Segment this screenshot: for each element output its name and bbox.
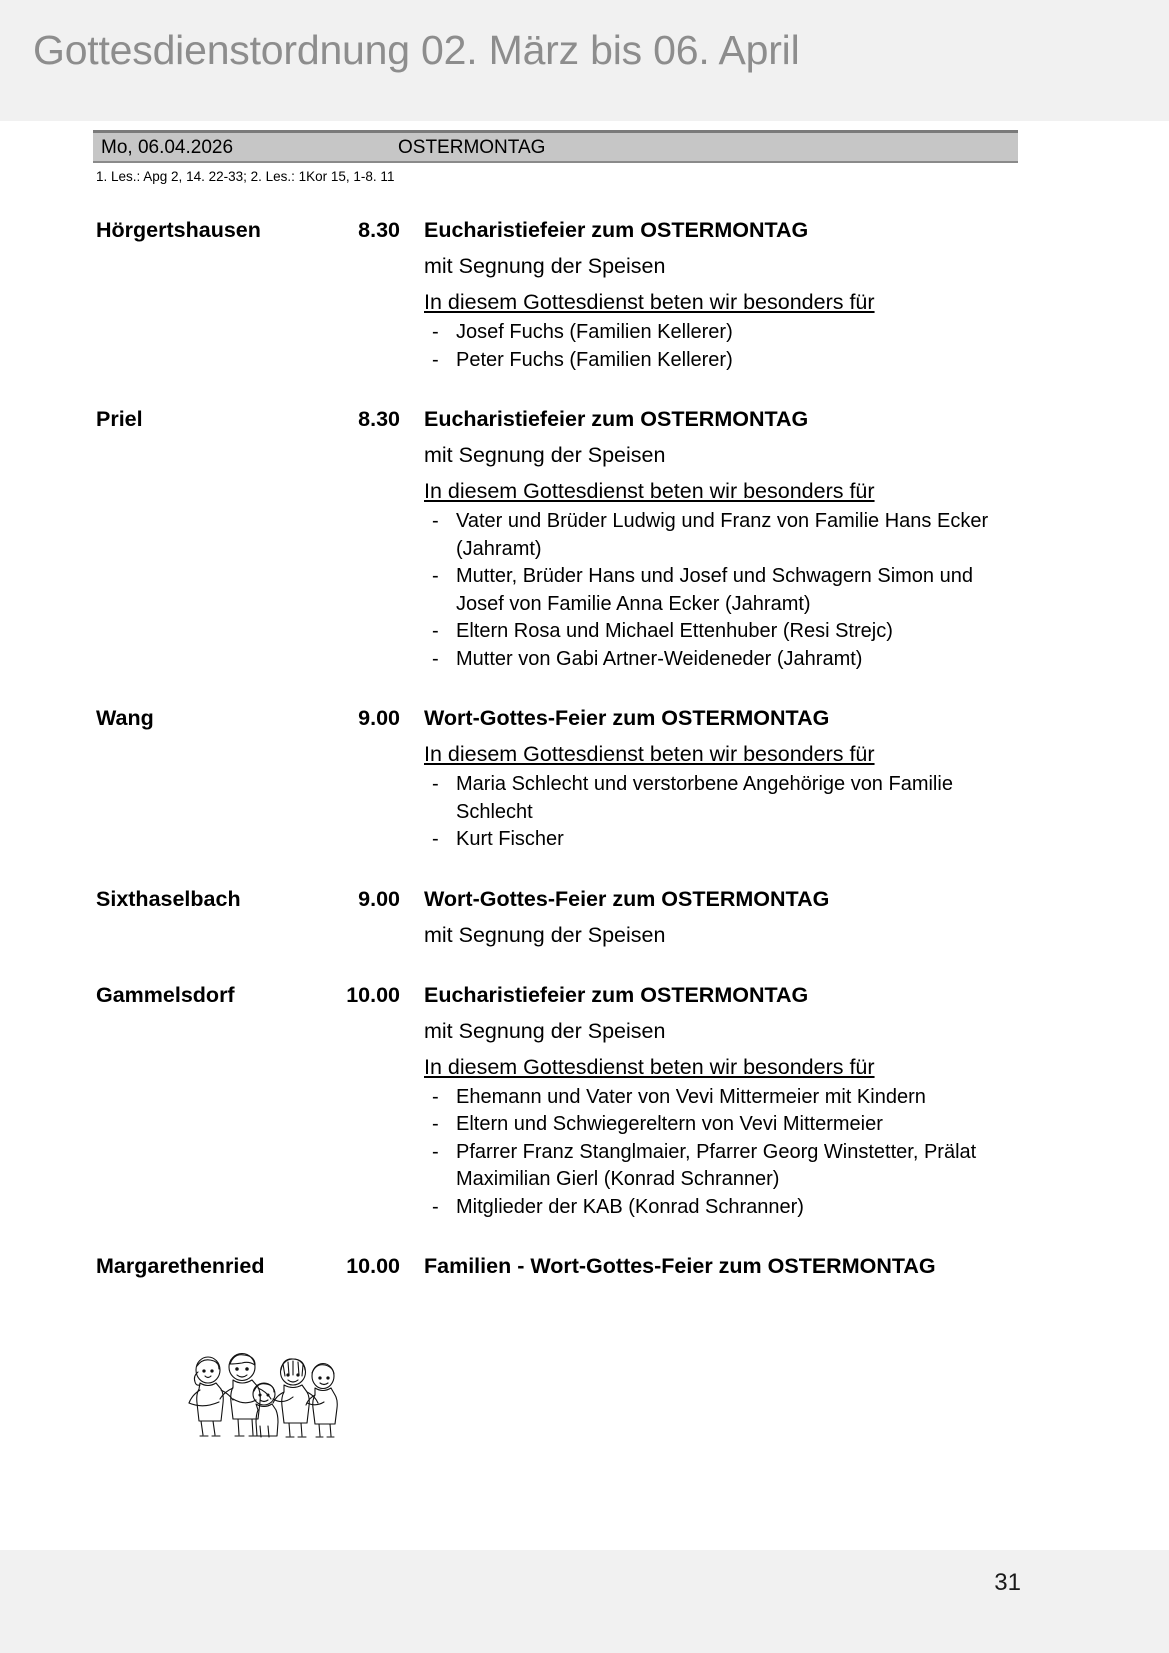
page-footer (0, 1550, 1169, 1653)
intention-text: Pfarrer Franz Stanglmaier, Pfarrer Georg Winstetter, Prälat Maximilian Gierl (Konrad Schranner) (456, 1140, 977, 1190)
intention-text: Kurt Fischer (456, 828, 564, 850)
intentions-list (424, 319, 1018, 374)
service-place: Hörgertshausen (96, 218, 261, 242)
service-place: Margarethenried (96, 1254, 265, 1278)
bullet-dash-icon: - (432, 620, 439, 642)
intentions-list (424, 771, 1018, 854)
intention-text: Josef Fuchs (Familien Kellerer) (456, 321, 733, 343)
intention-text: Eltern Rosa und Michael Ettenhuber (Resi Strejc) (456, 620, 893, 642)
children-group-clipart (180, 1350, 340, 1442)
intention-text: Mitglieder der KAB (Konrad Schranner) (456, 1195, 804, 1218)
intentions-list (424, 508, 1018, 673)
bullet-dash-icon: - (432, 1140, 439, 1163)
day-header-bar (93, 130, 1018, 163)
service-header (93, 1251, 1018, 1281)
intentions-wrap (424, 1084, 1018, 1222)
service-title: Eucharistiefeier zum OSTERMONTAG (424, 407, 809, 431)
intention-text: Mutter, Brüder Hans und Josef und Schwagern Simon und Josef von Familie Anna Ecker (Jahramt) (456, 565, 973, 615)
service-time: 10.00 (346, 1254, 400, 1278)
service-time: 8.30 (358, 218, 400, 242)
intention-item (424, 771, 1016, 826)
intention-item (424, 563, 1016, 618)
intentions-list (424, 1084, 1018, 1222)
intentions-wrap (424, 771, 1018, 854)
service-title: Wort-Gottes-Feier zum OSTERMONTAG (424, 886, 830, 911)
intention-item (424, 1139, 1016, 1194)
service-entry (93, 980, 1018, 1222)
intention-item (424, 1194, 1016, 1222)
intention-item (424, 1111, 1016, 1139)
service-header (93, 980, 1018, 1010)
bullet-dash-icon: - (432, 828, 439, 850)
bullet-dash-icon: - (432, 321, 439, 343)
service-subtitle: mit Segnung der Speisen (424, 443, 666, 467)
intentions-heading: In diesem Gottesdienst beten wir besonders für (424, 742, 875, 766)
service-title: Eucharistiefeier zum OSTERMONTAG (424, 218, 809, 242)
bullet-dash-icon: - (432, 1113, 439, 1135)
service-place: Gammelsdorf (96, 982, 235, 1007)
service-list (93, 215, 1018, 1281)
service-header (93, 404, 1018, 434)
service-header (93, 703, 1018, 733)
service-place: Priel (96, 407, 143, 431)
intention-item (424, 1084, 1016, 1112)
service-entry (93, 215, 1018, 374)
page-header (0, 0, 1169, 121)
intentions-heading: In diesem Gottesdienst beten wir besonders für (424, 479, 875, 503)
intentions-wrap (424, 508, 1018, 673)
intention-text: Vater und Brüder Ludwig und Franz von Familie Hans Ecker (Jahramt) (456, 510, 989, 560)
intention-item (424, 646, 1016, 674)
intentions-wrap (424, 319, 1018, 374)
service-header (93, 884, 1018, 914)
service-entry (93, 884, 1018, 950)
service-entry (93, 404, 1018, 673)
service-header (93, 215, 1018, 245)
service-time: 8.30 (358, 407, 400, 431)
bullet-dash-icon: - (432, 647, 439, 670)
bullet-dash-icon: - (432, 510, 439, 532)
intentions-heading-row (93, 281, 1018, 317)
service-title: Familien - Wort-Gottes-Feier zum OSTERMONTAG (424, 1254, 936, 1278)
service-title: Eucharistiefeier zum OSTERMONTAG (424, 982, 809, 1007)
service-subtitle: mit Segnung der Speisen (424, 1018, 666, 1043)
service-title: Wort-Gottes-Feier zum OSTERMONTAG (424, 706, 830, 730)
intention-item (424, 826, 1016, 854)
intention-item (424, 319, 1016, 347)
intention-item (424, 618, 1016, 646)
service-place: Wang (96, 706, 154, 730)
bullet-dash-icon: - (432, 348, 439, 371)
intention-text: Eltern und Schwiegereltern von Vevi Mittermeier (456, 1113, 883, 1135)
service-time: 9.00 (358, 886, 400, 911)
bullet-dash-icon: - (432, 565, 439, 587)
daily-readings: 1. Les.: Apg 2, 14. 22-33; 2. Les.: 1Kor 15, 1-8. 11 (96, 169, 395, 184)
intentions-heading: In diesem Gottesdienst beten wir besonders für (424, 1054, 875, 1079)
intention-item (424, 347, 1016, 375)
intention-text: Mutter von Gabi Artner-Weideneder (Jahramt) (456, 647, 863, 670)
bullet-dash-icon: - (432, 1085, 439, 1108)
document-sheet (0, 121, 1169, 1550)
service-entry (93, 1251, 1018, 1281)
page-title: Gottesdienstordnung 02. März bis 06. April (33, 27, 800, 73)
intentions-heading: In diesem Gottesdienst beten wir besonders für (424, 290, 875, 314)
document-content (93, 130, 1018, 1281)
service-entry (93, 703, 1018, 854)
day-date: Mo, 06.04.2026 (101, 137, 234, 158)
service-time: 10.00 (346, 982, 400, 1007)
bullet-dash-icon: - (432, 773, 439, 795)
intention-text: Ehemann und Vater von Vevi Mittermeier mit Kindern (456, 1085, 926, 1108)
intention-text: Peter Fuchs (Familien Kellerer) (456, 348, 733, 371)
intentions-heading-row (93, 733, 1018, 769)
day-feast-name: OSTERMONTAG (398, 137, 546, 158)
page-number: 31 (994, 1569, 1021, 1596)
bullet-dash-icon: - (432, 1195, 439, 1218)
service-subtitle: mit Segnung der Speisen (424, 922, 666, 947)
intention-item (424, 508, 1016, 563)
intention-text: Maria Schlecht und verstorbene Angehörige von Familie Schlecht (456, 773, 953, 823)
service-place: Sixthaselbach (96, 886, 241, 911)
service-subtitle: mit Segnung der Speisen (424, 254, 666, 278)
intentions-heading-row (93, 470, 1018, 506)
intentions-heading-row (93, 1046, 1018, 1082)
service-time: 9.00 (358, 706, 400, 730)
